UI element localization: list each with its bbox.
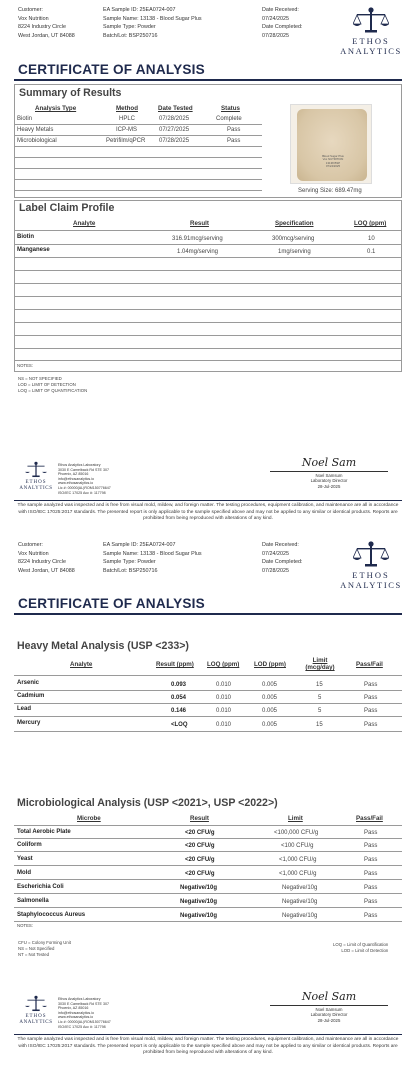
sample-photo bbox=[290, 104, 372, 184]
footer-rule bbox=[14, 500, 402, 501]
claim-row2-spec: 1mg/serving bbox=[278, 249, 311, 255]
micro-notes-label: NOTES: bbox=[17, 923, 33, 928]
dates-block: Date Received: 07/24/2025 Date Completed: 07/28/2025 bbox=[262, 542, 303, 575]
powder-bag bbox=[297, 109, 367, 181]
claim-th-result: Result bbox=[190, 220, 209, 227]
micro-row6-limit: Negative/10g bbox=[282, 899, 318, 905]
summary-title: Summary of Results bbox=[19, 87, 122, 99]
footer-logo: ETHOS ANALYTICS bbox=[16, 460, 56, 504]
summary-th-status: Status bbox=[221, 105, 240, 112]
micro-row4-pass: Pass bbox=[364, 871, 378, 877]
page-title: CERTIFICATE OF ANALYSIS bbox=[18, 596, 205, 611]
balance-scale-icon bbox=[25, 994, 47, 1014]
hm-row2-analyte: Cadmium bbox=[17, 693, 45, 699]
balance-scale-icon bbox=[353, 6, 389, 36]
balance-scale-icon bbox=[25, 460, 47, 480]
micro-row1-limit: <100,000 CFU/g bbox=[274, 830, 319, 836]
summary-row3-date: 07/28/2025 bbox=[159, 138, 190, 144]
lab-info: Ethos Analytics Laboratory 3030 E Camelback Rd STE 307 Phoenix, AZ 85016 info@ethosanalytics.io www.ethosanalytics.io Lic #: 00000(AL)ROM150776647 ISO/IEC 17025 Acc #: 117798 bbox=[58, 463, 111, 495]
disclaimer: The sample analyzed was inspected and is free from visual mold, mildew, and foreign matter. The testing procedures, equipment calibration, and maintenance are all in accordance with ISO/IEC 17025:2017 standards. The presented report is only applicable to the sample specified above and may not be applied to any similar or identical products. Reports are prohibited from being reproduced with alterations of any kind. bbox=[17, 503, 399, 522]
micro-row4-microbe: Mold bbox=[17, 870, 31, 876]
micro-row4-result: <20 CFU/g bbox=[185, 871, 215, 877]
hm-row1-loq: 0.010 bbox=[216, 682, 232, 688]
title-rule bbox=[14, 613, 402, 615]
hm-row3-result: 0.146 bbox=[171, 708, 187, 714]
micro-row7-microbe: Staphylococcus Aureus bbox=[17, 912, 86, 918]
micro-row5-limit: Negative/10g bbox=[282, 885, 318, 891]
micro-row1-result: <20 CFU/g bbox=[185, 830, 215, 836]
customer-block: Customer: Vox Nutrition 8224 Industry Circle West Jordan, UT 84088 bbox=[18, 7, 75, 40]
micro-row7-limit: Negative/10g bbox=[282, 913, 318, 919]
hm-th-lod: LOD (ppm) bbox=[254, 661, 286, 668]
summary-row3-type: Microbiological bbox=[17, 138, 57, 144]
bag-label: Blood Sugar Plus Vox NUTRITION 13138 BSP 07/24/2025 bbox=[322, 154, 344, 169]
micro-abbrevs-left: CFU = Colony Forming Unit NS = Not Specified NT = Not Tested bbox=[18, 940, 71, 958]
claim-row1-spec: 300mcg/serving bbox=[272, 236, 315, 242]
hm-row4-lod: 0.005 bbox=[262, 722, 278, 728]
micro-th-microbe: Microbe bbox=[77, 815, 101, 822]
ethos-logo: ETHOS ANALYTICS bbox=[336, 540, 406, 610]
micro-th-passfail: Pass/Fail bbox=[356, 815, 383, 822]
claim-th-analyte: Analyte bbox=[73, 220, 96, 227]
sample-block: EA Sample ID: 25EA0724-007 Sample Name: 13138 - Blood Sugar Plus Sample Type: Powder Batch/Lot: BSP250716 bbox=[103, 542, 202, 575]
hm-row1-limit: 15 bbox=[316, 682, 323, 688]
hm-row3-loq: 0.010 bbox=[216, 708, 232, 714]
title-rule bbox=[14, 79, 402, 81]
hm-row4-analyte: Mercury bbox=[17, 720, 41, 726]
micro-row7-result: Negative/10g bbox=[180, 913, 218, 919]
signature: Noel Sam bbox=[301, 456, 357, 469]
claim-th-loq: LOQ (ppm) bbox=[354, 220, 387, 227]
page-title: CERTIFICATE OF ANALYSIS bbox=[18, 62, 205, 77]
hm-row1-result: 0.093 bbox=[171, 682, 187, 688]
micro-row1-pass: Pass bbox=[364, 830, 378, 836]
lab-info: Ethos Analytics Laboratory 3030 E Camelback Rd STE 307 Phoenix, AZ 85016 info@ethosanalytics.io www.ethosanalytics.io Lic #: 00000(AL)ROM150776647 ISO/IEC 17025 Acc #: 117798 bbox=[58, 997, 111, 1029]
hm-row1-lod: 0.005 bbox=[262, 682, 278, 688]
micro-row2-result: <20 CFU/g bbox=[185, 843, 215, 849]
summary-row1-method: HPLC bbox=[119, 116, 136, 122]
label-claim-title: Label Claim Profile bbox=[19, 202, 115, 214]
summary-row2-method: ICP-MS bbox=[116, 127, 137, 133]
heavy-metals-title: Heavy Metal Analysis (USP <233>) bbox=[17, 640, 189, 652]
summary-row1-date: 07/28/2025 bbox=[159, 116, 190, 122]
disclaimer: The sample analyzed was inspected and is free from visual mold, mildew, and foreign matter. The testing procedures, equipment calibration, and maintenance are all in accordance with ISO/IEC 17025:2017 standards. The presented report is only applicable to the sample specified above and may not be applied to any similar or identical products. Reports are prohibited from being reproduced with alterations of any kind. bbox=[17, 1037, 399, 1056]
micro-row6-result: Negative/10g bbox=[180, 899, 218, 905]
hm-row2-lod: 0.005 bbox=[262, 695, 278, 701]
ethos-logo: ETHOS ANALYTICS bbox=[336, 6, 406, 76]
signature-block: Noel Sam Noel Samsum Laboratory Director 28-Jul-2025 bbox=[270, 456, 388, 489]
micro-row2-microbe: Coliform bbox=[17, 842, 42, 848]
micro-row3-result: <20 CFU/g bbox=[185, 857, 215, 863]
dates-block: Date Received: 07/24/2025 Date Completed: 07/28/2025 bbox=[262, 7, 303, 40]
micro-row6-microbe: Salmonella bbox=[17, 898, 49, 904]
micro-row2-pass: Pass bbox=[364, 843, 378, 849]
micro-row6-pass: Pass bbox=[364, 899, 378, 905]
footer-rule bbox=[14, 1034, 402, 1035]
claim-row2-result: 1.04mg/serving bbox=[177, 249, 219, 255]
micro-row5-pass: Pass bbox=[364, 885, 378, 891]
summary-row1-type: Biotin bbox=[17, 116, 33, 122]
hm-row3-analyte: Lead bbox=[17, 706, 32, 712]
micro-row3-limit: <1,000 CFU/g bbox=[279, 857, 317, 863]
summary-row2-date: 07/27/2025 bbox=[159, 127, 190, 133]
summary-th-date: Date Tested bbox=[158, 105, 193, 112]
hm-row4-limit: 15 bbox=[316, 722, 323, 728]
hm-row4-pass: Pass bbox=[364, 722, 378, 728]
hm-row2-pass: Pass bbox=[364, 695, 378, 701]
hm-row1-pass: Pass bbox=[364, 682, 378, 688]
hm-th-limit: Limit (mcg/day) bbox=[305, 657, 335, 671]
hm-row2-loq: 0.010 bbox=[216, 695, 232, 701]
micro-th-limit: Limit bbox=[288, 815, 303, 822]
micro-row7-pass: Pass bbox=[364, 913, 378, 919]
hm-row3-limit: 5 bbox=[318, 708, 322, 714]
serving-size: Serving Size: 689.47mg bbox=[298, 188, 362, 194]
hm-row3-lod: 0.005 bbox=[262, 708, 278, 714]
summary-row3-method: Petrifilm/qPCR bbox=[106, 138, 146, 144]
claim-notes-label: NOTES: bbox=[17, 363, 33, 368]
hm-row2-result: 0.054 bbox=[171, 695, 187, 701]
micro-row3-pass: Pass bbox=[364, 857, 378, 863]
claim-row1-analyte: Biotin bbox=[17, 234, 34, 240]
micro-title: Microbiological Analysis (USP <2021>, USP <2022>) bbox=[17, 797, 278, 809]
signature-block: Noel Sam Noel Samsum Laboratory Director 28-Jul-2025 bbox=[270, 990, 388, 1023]
hm-th-analyte: Analyte bbox=[70, 661, 93, 668]
hm-row1-analyte: Arsenic bbox=[17, 680, 40, 686]
hm-th-passfail: Pass/Fail bbox=[356, 661, 383, 668]
footer-logo: ETHOS ANALYTICS bbox=[16, 994, 56, 1038]
balance-scale-icon bbox=[353, 540, 389, 570]
micro-abbrevs-right: LOQ = Limit of Quantification LOD = Limit of Detection bbox=[333, 942, 389, 954]
claim-row2-analyte: Manganese bbox=[17, 247, 50, 253]
hm-row4-loq: 0.010 bbox=[216, 722, 232, 728]
claim-th-spec: Specification bbox=[275, 220, 314, 227]
summary-row2-status: Pass bbox=[227, 127, 241, 133]
claim-row1-result: 316.91mcg/serving bbox=[172, 236, 223, 242]
customer-block: Customer: Vox Nutrition 8224 Industry Circle West Jordan, UT 84088 bbox=[18, 542, 75, 575]
claim-row1-loq: 10 bbox=[368, 236, 375, 242]
micro-row1-microbe: Total Aerobic Plate bbox=[17, 829, 71, 835]
hm-th-result: Result (ppm) bbox=[156, 661, 194, 668]
summary-row1-status: Complete bbox=[216, 116, 242, 122]
micro-row5-microbe: Escherichia Coli bbox=[17, 884, 64, 890]
micro-row2-limit: <100 CFU/g bbox=[281, 843, 314, 849]
hm-row2-limit: 5 bbox=[318, 695, 322, 701]
signature: Noel Sam bbox=[301, 990, 357, 1003]
claim-row2-loq: 0.1 bbox=[367, 249, 376, 255]
hm-th-loq: LOQ (ppm) bbox=[207, 661, 240, 668]
micro-row3-microbe: Yeast bbox=[17, 856, 33, 862]
summary-row3-status: Pass bbox=[227, 138, 241, 144]
micro-th-result: Result bbox=[190, 815, 209, 822]
micro-row4-limit: <1,000 CFU/g bbox=[279, 871, 317, 877]
claim-abbreviations: NS = NOT SPECIFIED LOD = LIMIT OF DETECTION LOQ = LIMIT OF QUANTIFICATION bbox=[18, 376, 88, 394]
summary-row2-type: Heavy Metals bbox=[17, 127, 54, 133]
hm-row3-pass: Pass bbox=[364, 708, 378, 714]
hm-row4-result: <LOQ bbox=[171, 722, 188, 728]
micro-row5-result: Negative/10g bbox=[180, 885, 218, 891]
summary-th-method: Method bbox=[116, 105, 138, 112]
summary-th-type: Analysis Type bbox=[35, 105, 77, 112]
sample-block: EA Sample ID: 25EA0724-007 Sample Name: 13138 - Blood Sugar Plus Sample Type: Powder Batch/Lot: BSP250716 bbox=[103, 7, 202, 40]
